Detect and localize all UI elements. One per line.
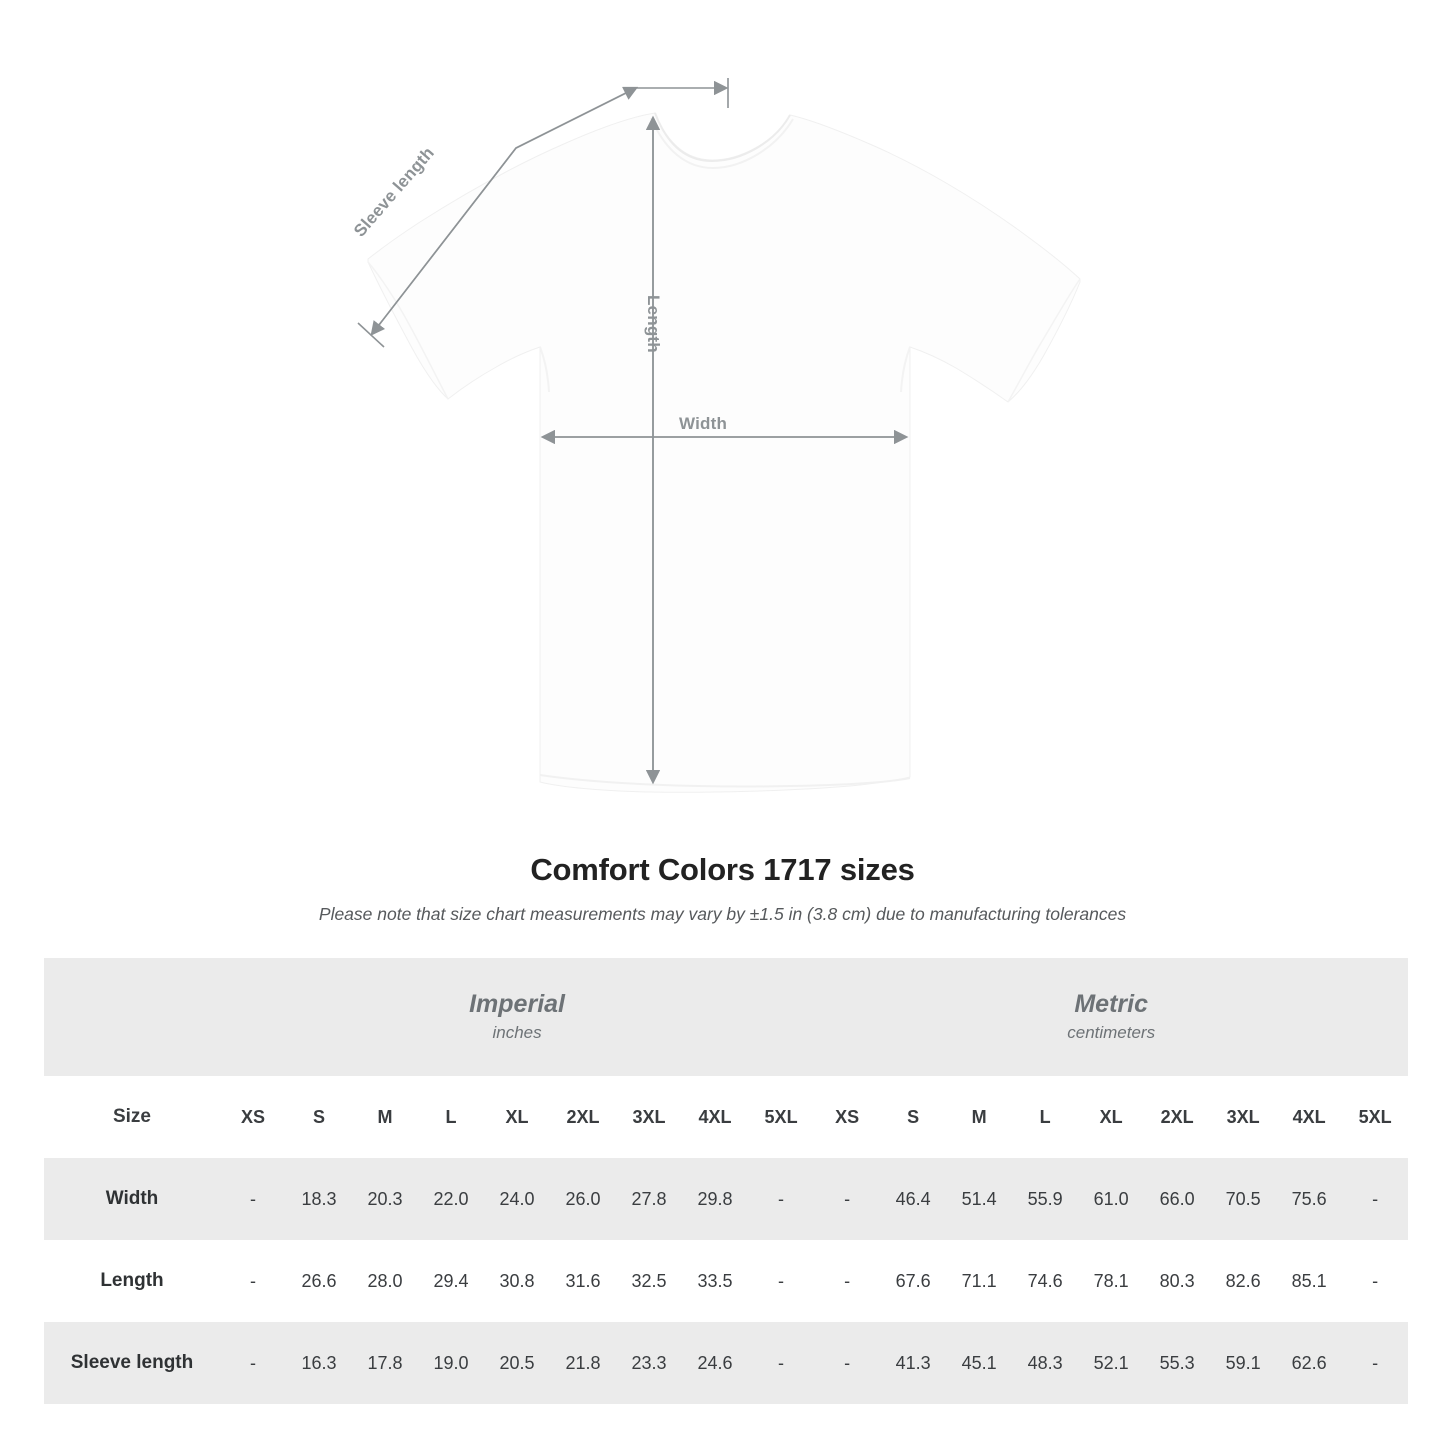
size-table-wrap (0, 925, 1445, 1404)
cell: 21.8 (550, 1322, 616, 1404)
cell: - (844, 1270, 851, 1291)
cell: - (778, 1270, 785, 1291)
unit-group-imperial-unit: inches (492, 1022, 542, 1042)
unit-group-metric-name: Metric (1074, 989, 1148, 1018)
cell: - (220, 1158, 286, 1240)
header-cell: L (418, 1076, 484, 1158)
cell: 28.0 (367, 1270, 403, 1291)
cell: 45.1 (946, 1322, 1012, 1404)
cell: 23.3 (616, 1322, 682, 1404)
cell: 78.1 (1093, 1270, 1129, 1291)
cell: 85.1 (1291, 1270, 1327, 1291)
cell: - (814, 1158, 880, 1240)
cell: 55.3 (1144, 1322, 1210, 1404)
header-cell: 4XL (682, 1076, 748, 1158)
cell: 20.5 (484, 1322, 550, 1404)
page-subtitle: Please note that size chart measurements may vary by ±1.5 in (3.8 cm) due to manufacturing tolerances (318, 904, 1127, 924)
header-cell: M (946, 1076, 1012, 1158)
header-cell: 2XL (550, 1076, 616, 1158)
header-size: Size (44, 1076, 220, 1158)
page-title: Comfort Colors 1717 sizes (530, 852, 915, 887)
header-cell: 4XL (1276, 1076, 1342, 1158)
cell: 66.0 (1144, 1158, 1210, 1240)
cell: 62.6 (1276, 1322, 1342, 1404)
cell: 18.3 (286, 1158, 352, 1240)
header-cell: 3XL (616, 1076, 682, 1158)
cell: 26.6 (301, 1270, 337, 1291)
cell: - (1342, 1322, 1408, 1404)
header-cell: XL (1078, 1076, 1144, 1158)
cell: - (250, 1270, 256, 1291)
cell: - (748, 1158, 814, 1240)
cell: 17.8 (352, 1322, 418, 1404)
cell: 74.6 (1027, 1270, 1063, 1291)
header-cell: 5XL (748, 1076, 814, 1158)
cell: 67.6 (895, 1270, 931, 1291)
cell: - (748, 1322, 814, 1404)
unit-band-row (44, 958, 1408, 1076)
cell: 24.6 (682, 1322, 748, 1404)
cell: 82.6 (1225, 1270, 1261, 1291)
cell: - (220, 1322, 286, 1404)
cell: 29.8 (682, 1158, 748, 1240)
cell: 29.4 (433, 1270, 469, 1291)
cell: 41.3 (880, 1322, 946, 1404)
cell: 61.0 (1078, 1158, 1144, 1240)
cell: 30.8 (499, 1270, 535, 1291)
cell: - (814, 1322, 880, 1404)
cell: 27.8 (616, 1158, 682, 1240)
cell: 51.4 (946, 1158, 1012, 1240)
header-cell: 5XL (1342, 1076, 1408, 1158)
cell: 80.3 (1159, 1270, 1195, 1291)
header-cell: S (880, 1076, 946, 1158)
unit-group-metric (814, 958, 1408, 1076)
cell: 31.6 (565, 1270, 601, 1291)
cell: - (1342, 1158, 1408, 1240)
header-cell: 3XL (1210, 1076, 1276, 1158)
cell: 46.4 (880, 1158, 946, 1240)
header-cell: XS (814, 1076, 880, 1158)
cell: 33.5 (697, 1270, 733, 1291)
row-label: Width (44, 1158, 220, 1240)
table-header-row (44, 1076, 1408, 1158)
cell: 75.6 (1276, 1158, 1342, 1240)
header-cell: XL (484, 1076, 550, 1158)
cell: 55.9 (1012, 1158, 1078, 1240)
cell: 24.0 (484, 1158, 550, 1240)
cell: 52.1 (1078, 1322, 1144, 1404)
cell: 70.5 (1210, 1158, 1276, 1240)
row-label: Length (100, 1270, 164, 1291)
unit-group-imperial-name: Imperial (469, 989, 565, 1018)
header-cell: L (1012, 1076, 1078, 1158)
cell: 22.0 (418, 1158, 484, 1240)
header-cell: 2XL (1144, 1076, 1210, 1158)
table-row (44, 1322, 1408, 1404)
cell: 16.3 (286, 1322, 352, 1404)
cell: 32.5 (631, 1270, 667, 1291)
header-cell: M (352, 1076, 418, 1158)
row-label: Sleeve length (44, 1322, 220, 1404)
length-label: Length (644, 295, 663, 353)
cell: 48.3 (1012, 1322, 1078, 1404)
cell: 20.3 (352, 1158, 418, 1240)
tshirt-shape (368, 113, 1080, 792)
header-cell: XS (220, 1076, 286, 1158)
unit-band-spacer (44, 958, 220, 1076)
table-row (44, 1158, 1408, 1240)
table-row (44, 1240, 1408, 1322)
size-table (44, 958, 1408, 1404)
cell: 26.0 (550, 1158, 616, 1240)
cell: - (1372, 1270, 1379, 1291)
header-cell: S (286, 1076, 352, 1158)
sleeve-length-label: Sleeve length (350, 143, 438, 241)
width-label: Width (679, 414, 728, 433)
cell: 19.0 (418, 1322, 484, 1404)
cell: 59.1 (1210, 1322, 1276, 1404)
cell: 71.1 (961, 1270, 997, 1291)
unit-group-imperial (220, 958, 814, 1076)
unit-group-metric-unit: centimeters (1067, 1022, 1156, 1042)
